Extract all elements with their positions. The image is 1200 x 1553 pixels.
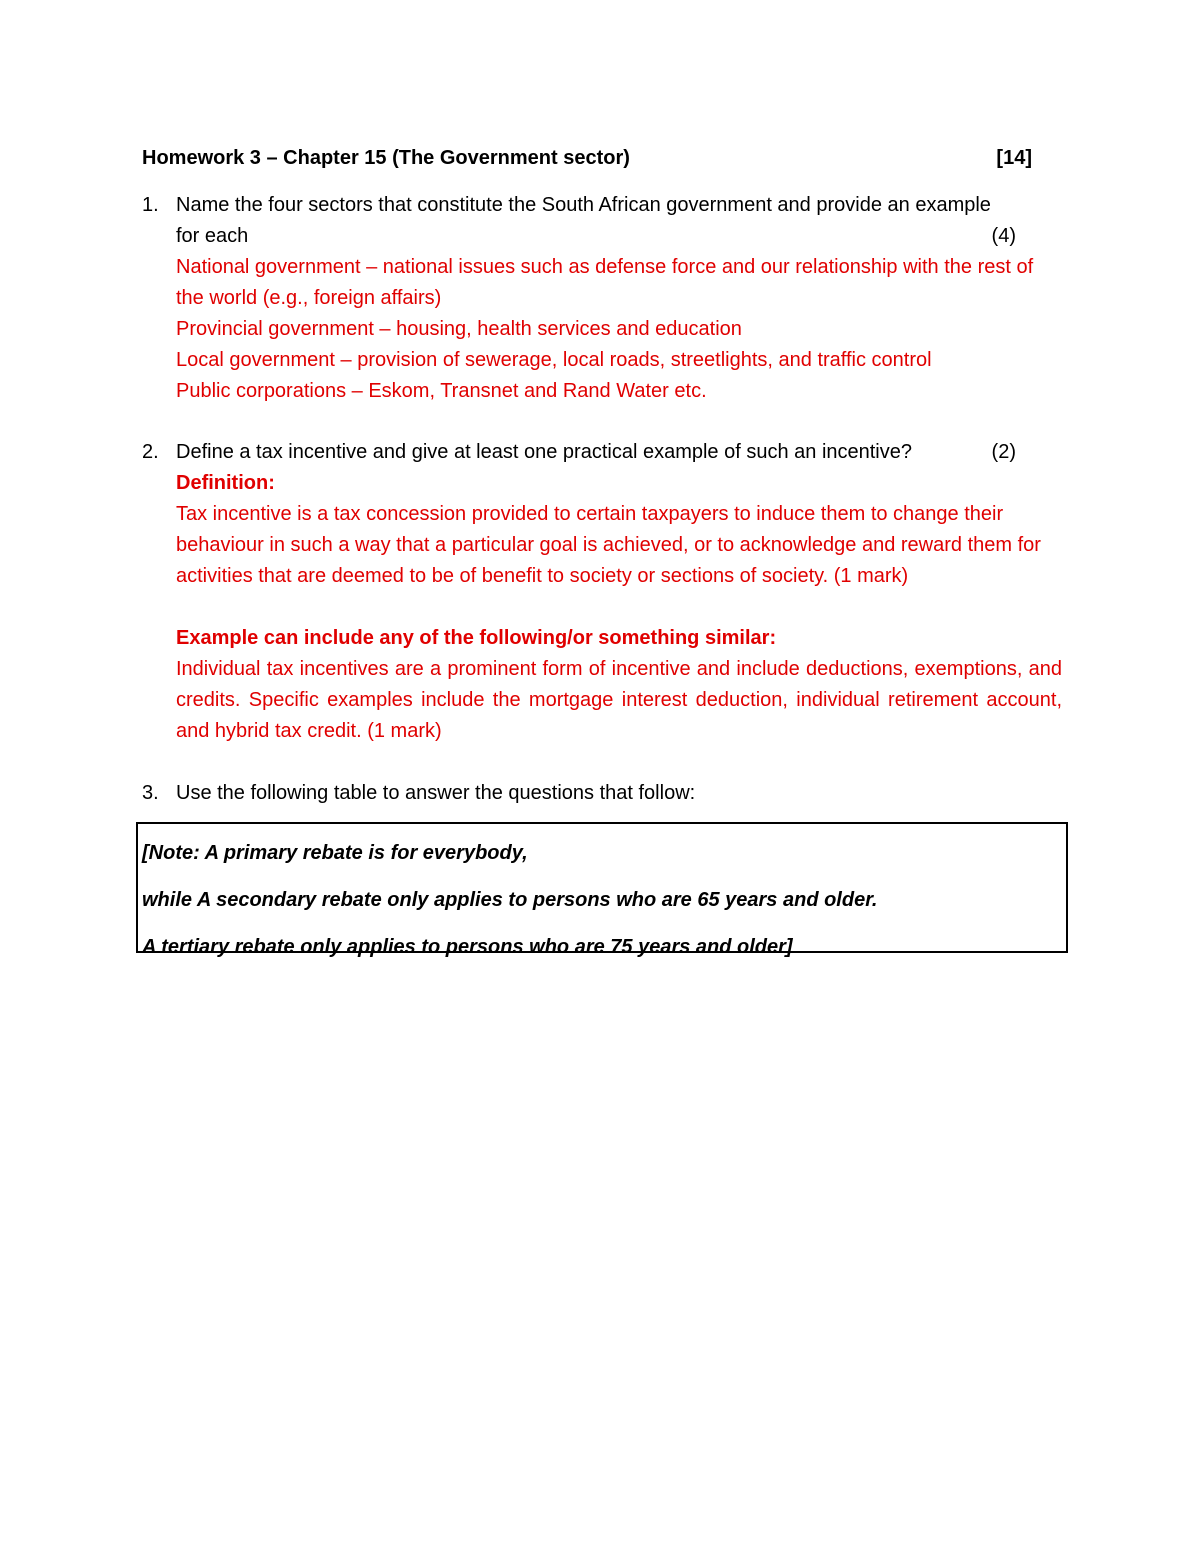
question-marks: (4): [991, 225, 1016, 247]
answer-line: Local government – provision of sewerage, local roads, streetlights, and traffic control: [176, 349, 932, 371]
question-number: 3.: [142, 782, 159, 804]
answer-line: Provincial government – housing, health services and education: [176, 318, 742, 340]
homework-title: [142, 143, 1032, 174]
note-line: while A secondary rebate only applies to persons who are 65 years and older.: [142, 889, 878, 911]
question-1: [142, 190, 1062, 407]
example-heading: Example can include any of the following/or something similar:: [176, 627, 777, 649]
question-number: 1.: [142, 194, 159, 216]
note-line: [Note: A primary rebate is for everybody,: [142, 842, 528, 864]
question-text: Name the four sectors that constitute the South African government and provide an example: [176, 194, 991, 216]
definition-text: Tax incentive is a tax concession provided to certain taxpayers to induce them to change their behaviour in such a way that a particular goal is achieved, or to acknowledge and reward them for activities that are deemed to be of benefit to society or sections of society. (1 mark): [176, 503, 1041, 587]
question-text: Define a tax incentive and give at least one practical example of such an incentive?: [176, 441, 912, 463]
question-number: 2.: [142, 441, 159, 463]
answer-line: National government – national issues such as defense force and our relationship with the rest of the world (e.g., foreign affairs): [176, 256, 1034, 309]
answer-line: Public corporations – Eskom, Transnet and Rand Water etc.: [176, 380, 707, 402]
question-marks: (2): [991, 441, 1016, 463]
question-text: Use the following table to answer the questions that follow:: [176, 782, 696, 804]
example-text: Individual tax incentives are a prominent form of incentive and include deductions, exemptions, and credits. Specific examples include the mortgage interest deduction, individual retirement account, and hybrid tax credit. (1 mark): [176, 658, 1062, 742]
total-marks: [14]: [996, 147, 1032, 169]
rebate-note-box: [136, 822, 1068, 958]
question-3: [142, 778, 1062, 809]
definition-heading: Definition:: [176, 472, 275, 494]
title-text: Homework 3 – Chapter 15 (The Government sector): [142, 147, 630, 169]
question-text: for each: [176, 225, 249, 247]
note-line: A tertiary rebate only applies to persons who are 75 years and older]: [142, 936, 793, 958]
question-2: [142, 437, 1062, 747]
